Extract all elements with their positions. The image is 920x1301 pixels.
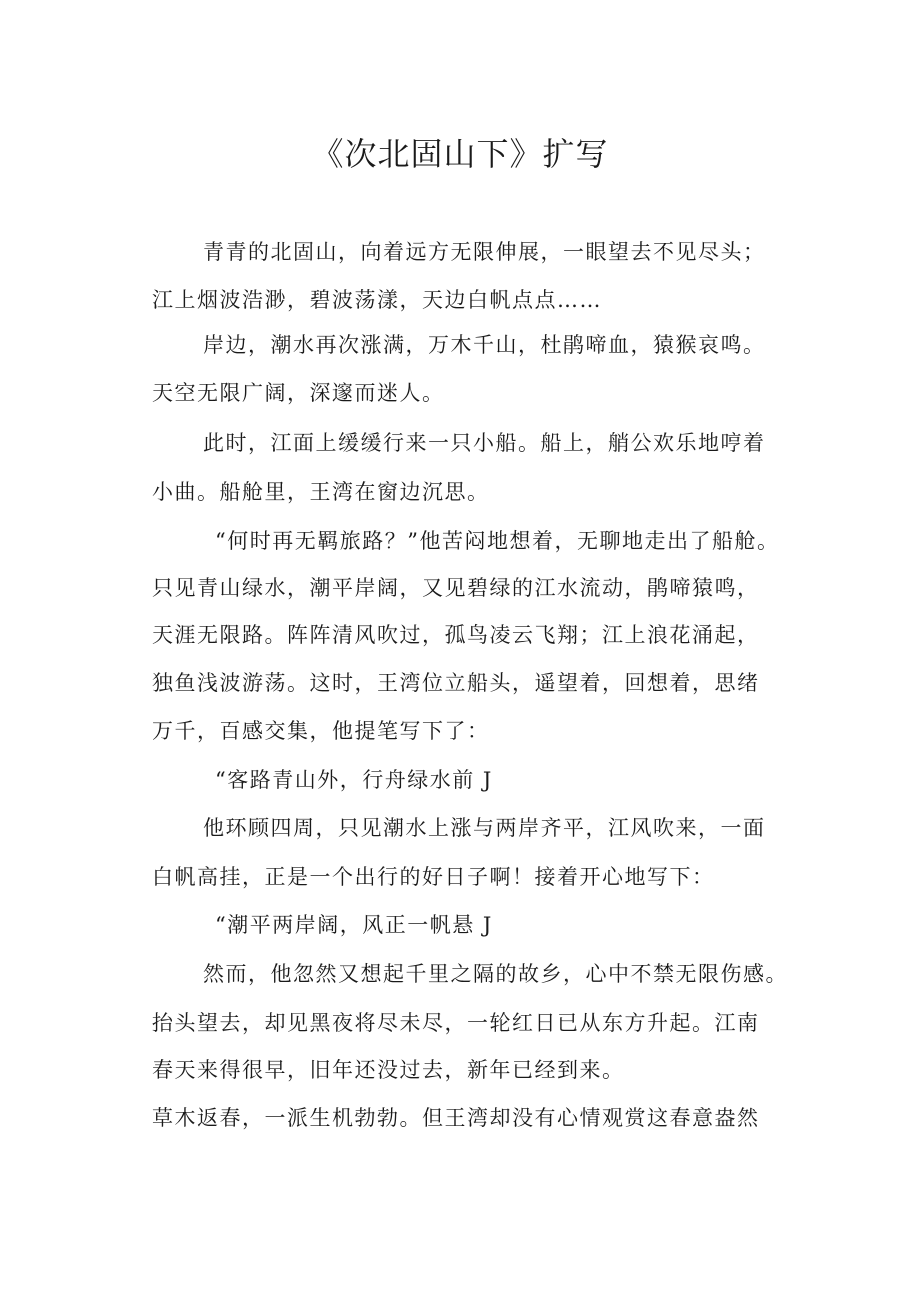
text-line-13: 白帆高挂，正是一个出行的好日子啊！接着开心地写下： xyxy=(152,865,715,889)
text-line-4: 天空无限广阔，深邃而迷人。 xyxy=(152,381,445,405)
document-title: 《次北固山下》扩写 xyxy=(311,135,609,173)
text-line-1: 青青的北固山，向着远方无限伸展，一眼望去不见尽头； xyxy=(203,240,766,264)
text-line-16: 春天来得很早，旧年还没过去，新年已经到来。 xyxy=(152,1058,625,1082)
text-line-11: 万千，百感交集，他提笔写下了： xyxy=(152,719,490,743)
text-line-14: 然而，他忽然又想起千里之隔的故乡，心中不禁无限伤感。 xyxy=(203,962,788,986)
text-line-10: 独鱼浅波游荡。这时，王湾位立船头，遥望着，回想着，思绪 xyxy=(152,671,760,695)
poem-line-1: “客路青山外，行舟绿水前 J xyxy=(215,768,493,792)
text-line-5: 此时，江面上缓缓行来一只小船。船上，艄公欢乐地哼着 xyxy=(203,431,766,455)
text-line-6: 小曲。船舱里，王湾在窗边沉思。 xyxy=(152,480,490,504)
text-line-17: 草木返春，一派生机勃勃。但王湾却没有心情观赏这春意盎然 xyxy=(152,1106,760,1130)
poem-line-2: “潮平两岸阔，风正一帆悬 J xyxy=(215,913,493,937)
text-line-12: 他环顾四周，只见潮水上涨与两岸齐平，江风吹来，一面 xyxy=(203,816,766,840)
text-line-8: 只见青山绿水，潮平岸阔，又见碧绿的江水流动，鹃啼猿鸣， xyxy=(152,576,760,600)
text-line-15: 抬头望去，却见黑夜将尽未尽，一轮红日已从东方升起。江南 xyxy=(152,1011,760,1035)
text-line-9: 天涯无限路。阵阵清风吹过，孤鸟凌云飞翔；江上浪花涌起， xyxy=(152,623,760,647)
text-line-7: “何时再无羁旅路？”他苦闷地想着，无聊地走出了船舱。 xyxy=(215,529,780,553)
text-line-3: 岸边，潮水再次涨满，万木千山，杜鹃啼血，猿猴哀鸣。 xyxy=(203,333,766,357)
text-line-2: 江上烟波浩渺，碧波荡漾，天边白帆点点…… xyxy=(152,288,602,312)
